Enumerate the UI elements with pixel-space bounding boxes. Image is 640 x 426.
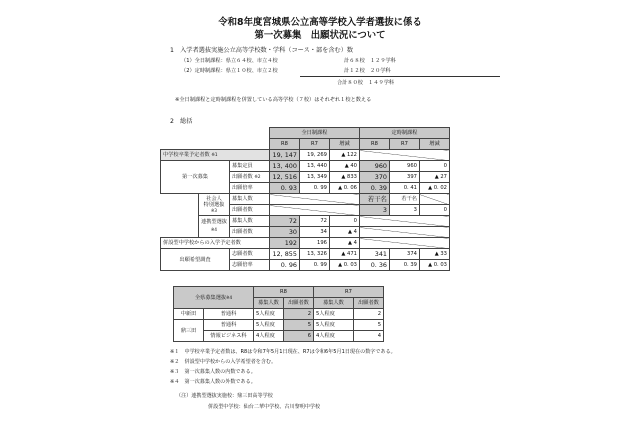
header-part-time: 定時制課程	[359, 128, 449, 139]
cell-value: 0	[329, 216, 359, 227]
document-title-line1: 令和8年度宮城県公立高等学校入学者選抜に係る	[218, 17, 422, 28]
cell-value: 0. 99	[299, 260, 329, 271]
pref-header-r7: R7	[314, 287, 384, 298]
group-label-linked: 連携型選抜 ※4	[199, 216, 230, 238]
cell-value: ▲ 4	[329, 227, 359, 238]
note-3: ※３ 第一次募集人数の内数である。	[170, 369, 256, 375]
group-label-social: 社会人 特別選抜 ※3	[199, 194, 230, 216]
cell-value: 19, 147	[269, 150, 299, 161]
group-label-first-recruitment: 第一次募集	[161, 161, 230, 194]
pref-col-applicants: 出願者数	[284, 298, 314, 309]
cell-value: 12, 855	[269, 249, 299, 260]
cell-value: 13, 440	[299, 161, 329, 172]
cell-value: 0	[419, 205, 449, 216]
cell-value: 13, 400	[269, 161, 299, 172]
cell-value: 0. 93	[269, 183, 299, 194]
cell-value: ▲ 0. 03	[419, 260, 449, 271]
cell-value: 72	[269, 216, 299, 227]
pref-course: 普通科	[204, 309, 254, 320]
cell-value: 374	[389, 249, 419, 260]
cell-value: 192	[269, 238, 299, 249]
row-label: 出願者数	[229, 227, 269, 238]
pref-header-label: 全県募集選抜※4	[174, 287, 254, 309]
cell-value: 4	[354, 331, 384, 342]
footnote-line2: 併設型中学校：仙台二華中学校、古川黎明中学校	[208, 404, 321, 410]
cell-value: 13, 349	[299, 172, 329, 183]
pref-col-recruit: 募集人数	[314, 298, 354, 309]
section1-row-full-total: 計６８校 １２９学科	[344, 58, 396, 64]
pref-course: 情報ビジネス科	[204, 331, 254, 342]
section1-note: ※全日制課程と定時制課程を併置している高等学校（７校）はそれぞれ１校と数える	[175, 97, 372, 103]
cell-value: 5人程度	[254, 320, 284, 331]
cell-value: 13, 326	[299, 249, 329, 260]
cell-not-applicable	[359, 150, 449, 161]
cell-value: 960	[359, 161, 389, 172]
cell-value: 0. 41	[389, 183, 419, 194]
row-label-combined: 併設型中学校からの入学予定者数	[161, 238, 270, 249]
section1-row-full-label: （1）全日制課程：県立６４校、市立４校	[181, 58, 278, 64]
cell-value: ▲ 4	[329, 238, 359, 249]
header-r7: R7	[299, 139, 329, 150]
document-title-line2: 第一次募集 出願状況について	[254, 30, 386, 41]
row-label: 出願倍率	[229, 183, 269, 194]
cell-not-applicable	[359, 227, 449, 238]
cell-value: 30	[269, 227, 299, 238]
cell-value: 2	[284, 309, 314, 320]
header-full-time: 全日制課程	[269, 128, 359, 139]
footnote-line1: （注）連携型選抜実施校：鼎三田高等学校	[176, 393, 273, 399]
prefecture-wide-table	[173, 286, 384, 342]
cell-value: 0. 36	[359, 260, 389, 271]
row-label: 出願者数	[229, 205, 269, 216]
indent	[161, 205, 199, 216]
header-r7: R7	[389, 139, 419, 150]
cell-value: 5	[354, 320, 384, 331]
cell-value: ▲ 0. 06	[329, 183, 359, 194]
cell-value: 34	[299, 227, 329, 238]
cell-value: ▲ 471	[329, 249, 359, 260]
cell-value: 5人程度	[314, 320, 354, 331]
summary-table	[160, 127, 450, 271]
cell-value: 5人程度	[314, 309, 354, 320]
header-blank	[161, 128, 270, 150]
cell-value: 4人程度	[254, 331, 284, 342]
cell-value: 397	[389, 172, 419, 183]
cell-not-applicable	[359, 238, 449, 249]
cell-value: 196	[299, 238, 329, 249]
cell-value: 0. 39	[359, 183, 389, 194]
cell-value: 2	[354, 309, 384, 320]
section1-heading: 1 入学者選抜実施公立高等学校数・学科（コース・部を含む）数	[170, 47, 354, 54]
pref-col-applicants: 出願者数	[354, 298, 384, 309]
indent	[161, 227, 199, 238]
cell-value: ▲ 0. 02	[419, 183, 449, 194]
pref-header-r8: R8	[254, 287, 314, 298]
row-label: 募集定員	[229, 161, 269, 172]
indent	[161, 216, 199, 227]
header-r8: R8	[269, 139, 299, 150]
cell-value: 0. 96	[269, 260, 299, 271]
pref-school: 中新田	[174, 309, 204, 320]
pref-school: 鼎三田	[174, 320, 204, 342]
note-4: ※４ 第一次募集人数の外数である。	[170, 379, 256, 385]
cell-value: 4人程度	[314, 331, 354, 342]
note-2: ※２ 併設型中学校からの入学希望者を含む。	[170, 359, 277, 365]
cell-value: 0. 99	[299, 183, 329, 194]
cell-value: 6	[284, 331, 314, 342]
cell-value: 5人程度	[254, 309, 284, 320]
row-label: 募集人数	[229, 194, 269, 205]
section1-row-part-total: 計１２校 ２０学科	[344, 68, 391, 74]
cell-value: 5	[284, 320, 314, 331]
cell-value: ▲ 122	[329, 150, 359, 161]
row-label: 志願者数	[229, 249, 269, 260]
cell-value: 若干名	[359, 194, 389, 205]
group-label-survey: 出願希望調査	[161, 249, 230, 271]
cell-value: 0	[419, 161, 449, 172]
cell-value: ▲ 33	[419, 249, 449, 260]
cell-value: 341	[359, 249, 389, 260]
cell-value: 3	[359, 205, 389, 216]
section1-grand-total: 合計８０校 １４９学科	[337, 80, 395, 86]
cell-value: ▲ 40	[329, 161, 359, 172]
header-diff: 増減	[329, 139, 359, 150]
note-1: ※１ 中学校卒業予定者数は、R8は令和7年5月1日現在、R7は令和6年5月1日現在の数字である。	[170, 349, 396, 355]
pref-course: 普通科	[204, 320, 254, 331]
cell-not-applicable	[359, 216, 449, 227]
cell-value: ▲ 0. 03	[329, 260, 359, 271]
cell-not-applicable	[269, 205, 359, 216]
row-label: 出願者数 ※2	[229, 172, 269, 183]
cell-not-applicable	[419, 194, 449, 205]
cell-value: 12, 516	[269, 172, 299, 183]
pref-col-recruit: 募集人数	[254, 298, 284, 309]
cell-value: 72	[299, 216, 329, 227]
cell-value: 0. 39	[389, 260, 419, 271]
cell-not-applicable	[269, 194, 359, 205]
cell-value: 960	[389, 161, 419, 172]
row-label: 志願倍率	[229, 260, 269, 271]
cell-value: ▲ 27	[419, 172, 449, 183]
cell-value: ▲ 833	[329, 172, 359, 183]
header-r8: R8	[359, 139, 389, 150]
cell-value: 若干名	[389, 194, 419, 205]
section1-row-part-label: （2）定時制課程：県立１０校、市立２校	[181, 68, 278, 74]
cell-value: 370	[359, 172, 389, 183]
cell-value: 3	[389, 205, 419, 216]
cell-value: 19, 269	[299, 150, 329, 161]
indent	[161, 194, 199, 205]
sum-line	[300, 76, 500, 77]
row-label: 募集人数	[229, 216, 269, 227]
header-diff: 増減	[419, 139, 449, 150]
row-label-graduates: 中学校卒業予定者数 ※1	[161, 150, 270, 161]
section2-heading: 2 総括	[170, 118, 193, 125]
